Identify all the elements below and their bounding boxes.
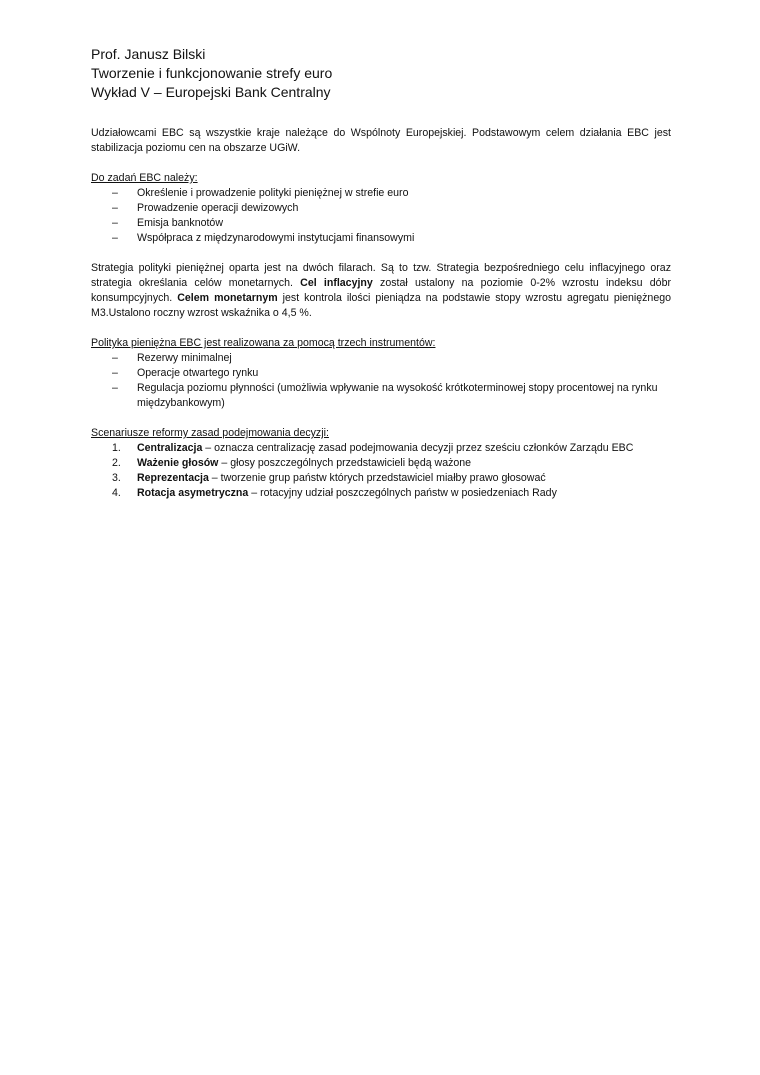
policy-heading: Polityka pieniężna EBC jest realizowana za pomocą trzech instrumentów: [91, 337, 436, 349]
strategy-paragraph: Strategia polityki pieniężnej oparta jest na dwóch filarach. Są to tzw. Strategia bezpośredniego celu inflacyjnego oraz strategia określania celów monetarnych. Cel inflacyjny został ustalony na poziomie 0-2% wzrostu indeksu dóbr konsumpcyjnych. Celem monetarnym jest kontrola ilości pieniądza na podstawie stopy wzrostu agregatu pieniężnego M3.Ustalono roczny wzrost wskaźnika o 4,5 %. [91, 262, 672, 319]
scenario-term: Centralizacja [137, 442, 203, 454]
policy-instruments-list [91, 351, 671, 411]
scenarios-list [91, 441, 671, 501]
list-item: 1. Centralizacja – oznacza centralizację zasad podejmowania decyzji przez sześciu członków Zarządu EBC [112, 442, 634, 454]
inflation-target-term: Cel inflacyjny [300, 277, 373, 289]
scenario-term: Rotacja asymetryczna [137, 487, 249, 499]
dash-marker: – [112, 187, 118, 199]
item-number: 2. [112, 457, 121, 469]
list-item: – Rezerwy minimalnej [112, 352, 232, 364]
list-item: – Współpraca z międzynarodowymi instytucjami finansowymi [112, 232, 415, 244]
list-item: 2. Ważenie głosów – głosy poszczególnych przedstawicieli będą ważone [112, 457, 472, 469]
scenario-term: Reprezentacja [137, 472, 209, 484]
dash-marker: – [112, 217, 118, 229]
lecture-title: Wykład V – Europejski Bank Centralny [91, 84, 331, 100]
intro-paragraph: Udziałowcami EBC są wszystkie kraje należące do Wspólnoty Europejskiej. Podstawowym celem działania EBC jest stabilizacja poziomu cen na obszarze UGiW. [91, 127, 671, 154]
item-number: 1. [112, 442, 121, 454]
tasks-heading: Do zadań EBC należy: [91, 172, 198, 184]
dash-marker: – [112, 202, 118, 214]
list-item: – Regulacja poziomu płynności (umożliwia wpływanie na wysokość krótkoterminowej stopy procentowej na rynku międzybankowym) [112, 382, 658, 409]
tasks-list [91, 186, 671, 246]
list-item: – Prowadzenie operacji dewizowych [112, 202, 299, 214]
dash-marker: – [112, 232, 118, 244]
scenario-term: Ważenie głosów [137, 457, 219, 469]
dash-marker: – [112, 352, 118, 364]
document-header [91, 45, 332, 102]
list-item: 4. Rotacja asymetryczna – rotacyjny udział poszczególnych państw w posiedzeniach Rady [112, 487, 557, 499]
dash-marker: – [112, 382, 118, 394]
scenarios-heading: Scenariusze reformy zasad podejmowania decyzji: [91, 427, 329, 439]
dash-marker: – [112, 367, 118, 379]
list-item: – Operacje otwartego rynku [112, 367, 259, 379]
item-number: 4. [112, 487, 121, 499]
list-item: – Emisja banknotów [112, 217, 223, 229]
monetary-target-term: Celem monetarnym [177, 292, 278, 304]
course-title: Tworzenie i funkcjonowanie strefy euro [91, 65, 333, 81]
list-item: – Określenie i prowadzenie polityki pieniężnej w strefie euro [112, 187, 409, 199]
item-number: 3. [112, 472, 121, 484]
author-line: Prof. Janusz Bilski [91, 46, 206, 62]
document-body [91, 126, 671, 501]
list-item: 3. Reprezentacja – tworzenie grup państw których przedstawiciel miałby prawo głosować [112, 472, 546, 484]
